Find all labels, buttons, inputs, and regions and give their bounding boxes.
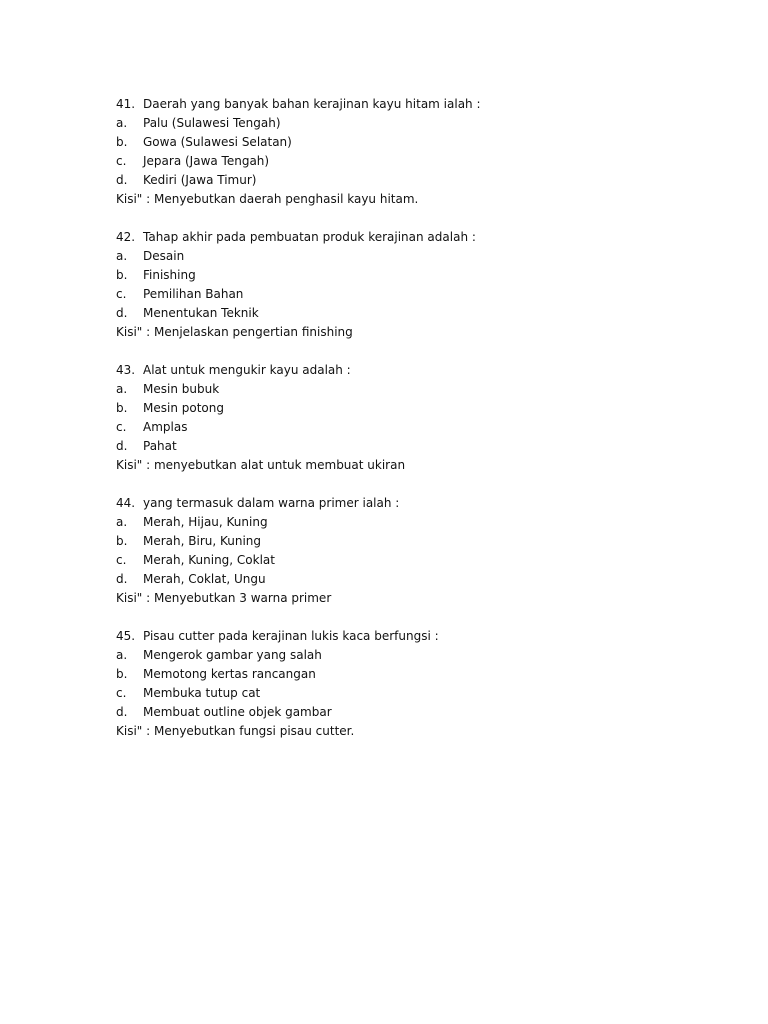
option-text: Finishing <box>143 268 196 282</box>
option-letter: d. <box>116 173 128 187</box>
question-stem <box>116 627 716 646</box>
question-stem <box>116 361 716 380</box>
option-letter: c. <box>116 686 127 700</box>
option-b <box>116 399 716 418</box>
kisi-text: Kisi" : Menyebutkan fungsi pisau cutter. <box>116 724 355 738</box>
option-a <box>116 646 716 665</box>
option-letter: d. <box>116 306 128 320</box>
kisi-note <box>116 323 716 342</box>
question-number: 44. <box>116 496 136 510</box>
option-letter: c. <box>116 553 127 567</box>
option-text: Pemilihan Bahan <box>143 287 244 301</box>
option-text: Mesin bubuk <box>143 382 220 396</box>
question-44 <box>116 494 716 608</box>
option-letter: a. <box>116 249 128 263</box>
option-a <box>116 380 716 399</box>
option-letter: b. <box>116 268 128 282</box>
option-letter: a. <box>116 648 128 662</box>
question-stem <box>116 494 716 513</box>
kisi-note <box>116 722 716 741</box>
option-b <box>116 133 716 152</box>
question-text: Pisau cutter pada kerajinan lukis kaca berfungsi : <box>143 629 439 643</box>
option-b <box>116 665 716 684</box>
option-letter: c. <box>116 287 127 301</box>
kisi-text: Kisi" : Menyebutkan 3 warna primer <box>116 591 332 605</box>
question-42 <box>116 228 716 342</box>
kisi-text: Kisi" : Menyebutkan daerah penghasil kayu hitam. <box>116 192 419 206</box>
option-letter: c. <box>116 154 127 168</box>
question-number: 45. <box>116 629 136 643</box>
question-text: Tahap akhir pada pembuatan produk kerajinan adalah : <box>143 230 476 244</box>
question-text: Alat untuk mengukir kayu adalah : <box>143 363 351 377</box>
option-c <box>116 551 716 570</box>
option-d <box>116 171 716 190</box>
kisi-text: Kisi" : menyebutkan alat untuk membuat ukiran <box>116 458 406 472</box>
question-text: yang termasuk dalam warna primer ialah : <box>143 496 400 510</box>
option-text: Amplas <box>143 420 188 434</box>
option-text: Merah, Coklat, Ungu <box>143 572 266 586</box>
option-text: Merah, Kuning, Coklat <box>143 553 275 567</box>
option-text: Merah, Hijau, Kuning <box>143 515 268 529</box>
option-c <box>116 152 716 171</box>
option-d <box>116 570 716 589</box>
option-text: Palu (Sulawesi Tengah) <box>143 116 281 130</box>
option-c <box>116 684 716 703</box>
option-letter: a. <box>116 382 128 396</box>
question-41 <box>116 95 716 209</box>
option-text: Mengerok gambar yang salah <box>143 648 322 662</box>
option-letter: d. <box>116 439 128 453</box>
question-text: Daerah yang banyak bahan kerajinan kayu hitam ialah : <box>143 97 481 111</box>
option-c <box>116 418 716 437</box>
option-letter: a. <box>116 116 128 130</box>
question-stem <box>116 95 716 114</box>
option-d <box>116 304 716 323</box>
option-text: Jepara (Jawa Tengah) <box>143 154 270 168</box>
option-letter: b. <box>116 667 128 681</box>
option-d <box>116 703 716 722</box>
option-letter: b. <box>116 135 128 149</box>
kisi-note <box>116 589 716 608</box>
question-stem <box>116 228 716 247</box>
option-d <box>116 437 716 456</box>
option-letter: c. <box>116 420 127 434</box>
option-b <box>116 532 716 551</box>
question-number: 42. <box>116 230 136 244</box>
option-text: Gowa (Sulawesi Selatan) <box>143 135 292 149</box>
option-text: Membuka tutup cat <box>143 686 261 700</box>
question-list <box>116 95 716 760</box>
option-b <box>116 266 716 285</box>
question-number: 43. <box>116 363 136 377</box>
option-letter: b. <box>116 401 128 415</box>
option-text: Desain <box>143 249 185 263</box>
option-c <box>116 285 716 304</box>
option-text: Mesin potong <box>143 401 224 415</box>
option-text: Pahat <box>143 439 177 453</box>
option-text: Membuat outline objek gambar <box>143 705 332 719</box>
option-text: Kediri (Jawa Timur) <box>143 173 257 187</box>
question-number: 41. <box>116 97 136 111</box>
kisi-note <box>116 456 716 475</box>
option-a <box>116 513 716 532</box>
question-45 <box>116 627 716 741</box>
kisi-text: Kisi" : Menjelaskan pengertian finishing <box>116 325 353 339</box>
option-letter: d. <box>116 705 128 719</box>
option-a <box>116 247 716 266</box>
option-letter: d. <box>116 572 128 586</box>
option-letter: a. <box>116 515 128 529</box>
option-text: Menentukan Teknik <box>143 306 259 320</box>
option-text: Memotong kertas rancangan <box>143 667 316 681</box>
option-text: Merah, Biru, Kuning <box>143 534 262 548</box>
option-a <box>116 114 716 133</box>
kisi-note <box>116 190 716 209</box>
option-letter: b. <box>116 534 128 548</box>
question-43 <box>116 361 716 475</box>
